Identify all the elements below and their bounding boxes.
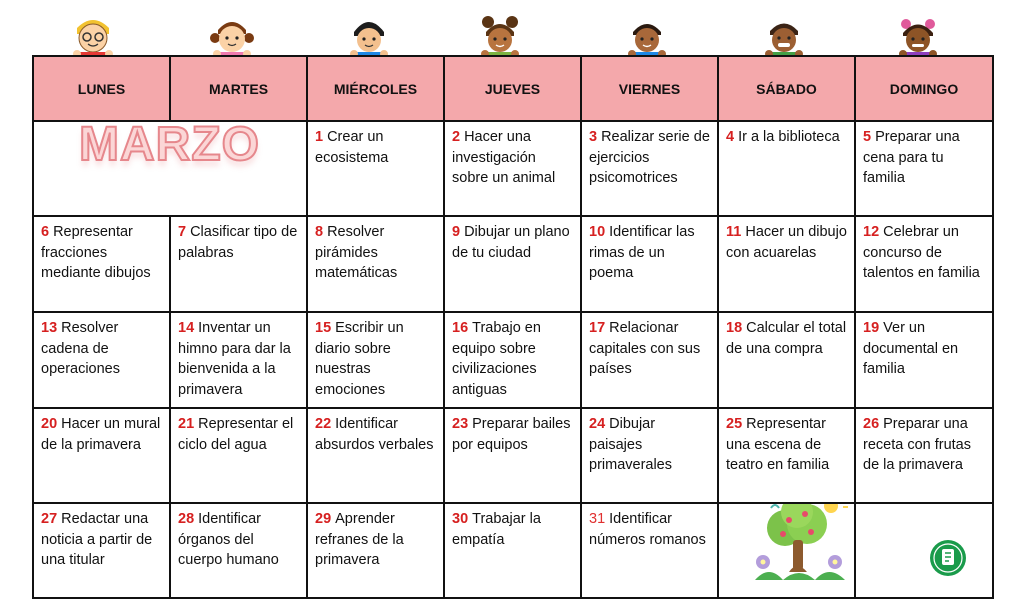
month-title-cell [33, 121, 307, 216]
day-number: 30 [452, 511, 469, 527]
day-cell [855, 216, 993, 312]
week-row [33, 503, 993, 598]
day-cell [307, 216, 444, 312]
day-number: 26 [863, 416, 880, 432]
day-cell [33, 312, 170, 408]
day-cell [718, 408, 855, 503]
week-row [33, 216, 993, 312]
activity-text: Trabajar la empatía [452, 511, 541, 548]
activity-text: Identificar absurdos verbales [315, 416, 434, 453]
day-number: 15 [315, 320, 332, 336]
child-smiling-icon [762, 14, 806, 60]
activity-text: Resolver cadena de operaciones [41, 320, 120, 377]
activity-text: Celebrar un concurso de talentos en familia [863, 224, 980, 281]
activity-text: Crear un ecosistema [315, 129, 389, 166]
day-cell [581, 503, 718, 598]
day-cell [444, 216, 581, 312]
day-number: 29 [315, 511, 332, 527]
day-cell [444, 503, 581, 598]
activity-text: Representar el ciclo del agua [178, 416, 294, 453]
activity-text: Relacionar capitales con sus países [589, 320, 701, 377]
day-cell [718, 121, 855, 216]
activity-text: Calcular el total de una compra [726, 320, 847, 357]
day-number: 13 [41, 320, 58, 336]
activity-text: Preparar una cena para tu familia [863, 129, 960, 186]
day-number: 20 [41, 416, 58, 432]
child-boy-icon [625, 14, 669, 60]
day-cell [581, 216, 718, 312]
day-number: 4 [726, 129, 735, 145]
day-number: 10 [589, 224, 606, 240]
activity-text: Representar una escena de teatro en familia [726, 416, 830, 473]
child-pigtails-icon [210, 14, 254, 60]
weekday-header: MIÉRCOLES [307, 56, 444, 121]
day-number: 18 [726, 320, 743, 336]
week-row [33, 408, 993, 503]
weekday-header: VIERNES [581, 56, 718, 121]
day-number: 5 [863, 129, 872, 145]
day-number: 3 [589, 129, 598, 145]
day-cell [307, 121, 444, 216]
day-cell [307, 312, 444, 408]
day-cell [307, 503, 444, 598]
day-cell [33, 503, 170, 598]
activity-text: Preparar una receta con frutas de la primavera [863, 416, 971, 473]
child-dark-hair-icon [347, 14, 391, 60]
weekday-header: LUNES [33, 56, 170, 121]
week-row [33, 312, 993, 408]
activity-text: Escribir un diario sobre nuestras emociones [315, 320, 404, 398]
weekday-header: JUEVES [444, 56, 581, 121]
weekday-header-row [33, 56, 993, 121]
activity-text: Representar fracciones mediante dibujos [41, 224, 151, 281]
day-number: 9 [452, 224, 461, 240]
day-cell [444, 121, 581, 216]
day-cell [581, 408, 718, 503]
day-cell [170, 312, 307, 408]
day-number: 24 [589, 416, 606, 432]
day-number: 12 [863, 224, 880, 240]
day-number: 23 [452, 416, 469, 432]
child-glasses-icon [71, 14, 115, 60]
day-number: 14 [178, 320, 195, 336]
calendar-table [32, 55, 994, 599]
day-number: 28 [178, 511, 195, 527]
activity-text: Hacer un mural de la primavera [41, 416, 161, 453]
day-cell [855, 121, 993, 216]
activity-text: Aprender refranes de la primavera [315, 511, 404, 568]
tree-illustration-cell [718, 503, 855, 598]
activity-text: Inventar un himno para dar la bienvenida a la primavera [178, 320, 291, 398]
day-number: 21 [178, 416, 195, 432]
day-number: 27 [41, 511, 58, 527]
tree-icon [749, 503, 849, 586]
day-number: 22 [315, 416, 332, 432]
activity-text: Identificar números romanos [589, 511, 706, 548]
activity-text: Preparar bailes por equipos [452, 416, 571, 453]
day-cell [581, 312, 718, 408]
publisher-logo-icon [928, 538, 968, 578]
day-number: 25 [726, 416, 743, 432]
day-number: 6 [41, 224, 50, 240]
day-cell [307, 408, 444, 503]
day-number: 7 [178, 224, 187, 240]
day-cell [444, 312, 581, 408]
day-cell [855, 312, 993, 408]
day-cell [855, 408, 993, 503]
day-number: 31 [589, 511, 606, 527]
day-number: 16 [452, 320, 469, 336]
day-cell [444, 408, 581, 503]
day-number: 2 [452, 129, 461, 145]
weekday-header: SÁBADO [718, 56, 855, 121]
day-cell [581, 121, 718, 216]
day-number: 19 [863, 320, 880, 336]
month-title: MARZO [79, 121, 260, 171]
activity-text: Identificar órganos del cuerpo humano [178, 511, 279, 568]
weekday-header: MARTES [170, 56, 307, 121]
activity-text: Resolver pirámides matemáticas [315, 224, 398, 281]
day-cell [170, 216, 307, 312]
logo-cell [855, 503, 993, 598]
day-number: 17 [589, 320, 606, 336]
day-number: 11 [726, 224, 742, 240]
activity-text: Hacer un dibujo con acuarelas [726, 224, 847, 261]
child-buns-icon [478, 14, 522, 60]
day-cell [170, 408, 307, 503]
activity-text: Dibujar paisajes primaverales [589, 416, 672, 473]
activity-text: Ir a la biblioteca [738, 129, 840, 145]
activity-text: Redactar una noticia a partir de una titular [41, 511, 153, 568]
day-cell [170, 503, 307, 598]
activity-text: Trabajo en equipo sobre civilizaciones antiguas [452, 320, 541, 398]
children-illustrations [32, 0, 992, 60]
day-cell [33, 216, 170, 312]
weekday-header: DOMINGO [855, 56, 993, 121]
day-cell [718, 312, 855, 408]
activity-text: Dibujar un plano de tu ciudad [452, 224, 570, 261]
activity-text: Realizar serie de ejercicios psicomotrices [589, 129, 710, 186]
activity-text: Ver un documental en familia [863, 320, 959, 377]
day-number: 8 [315, 224, 324, 240]
activity-text: Hacer una investigación sobre un animal [452, 129, 556, 186]
week-row [33, 121, 993, 216]
day-cell [33, 408, 170, 503]
child-curly-hair-icon [896, 14, 940, 60]
day-number: 1 [315, 129, 324, 145]
activity-text: Clasificar tipo de palabras [178, 224, 298, 261]
day-cell [718, 216, 855, 312]
activity-text: Identificar las rimas de un poema [589, 224, 695, 281]
